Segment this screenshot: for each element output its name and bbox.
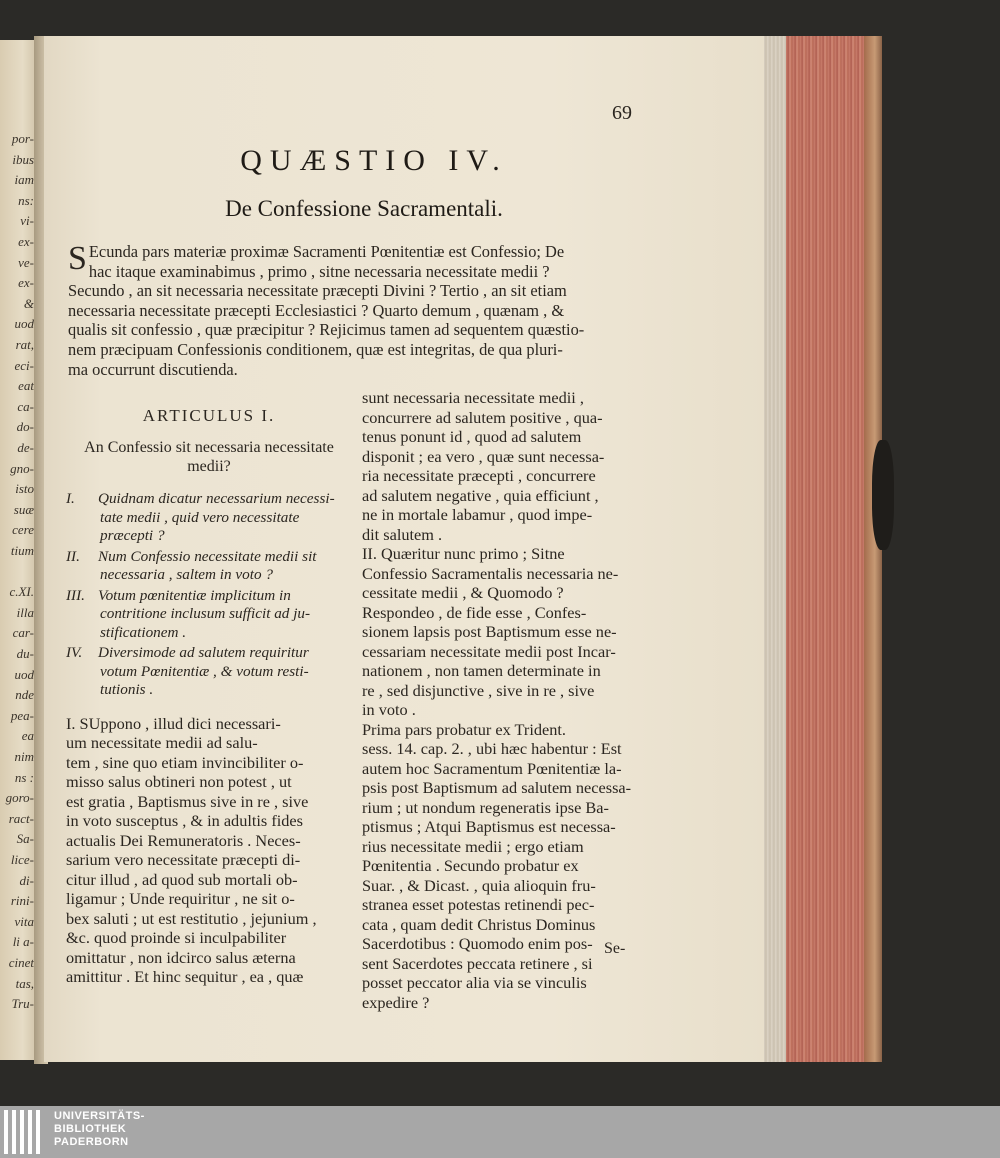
text-line: ptismus ; Atqui Baptismus est necessa- [362, 817, 616, 836]
facing-page-text: rini- [10, 893, 34, 909]
text-line: ligamur ; Unde requiritur , ne sit o- [66, 889, 295, 908]
text-line: citur illud , ad quod sub mortali ob- [66, 869, 298, 889]
facing-page-text: iam [14, 172, 34, 188]
facing-page-text: ca- [17, 398, 34, 414]
text-line: nationem , non tamen determinate in [362, 661, 601, 680]
text-line: disponit ; ea vero , quæ sunt necessa- [362, 446, 605, 466]
contents-line: Votum pœnitentiæ implicitum in [98, 586, 291, 604]
facing-page-text: vi- [20, 213, 34, 229]
facing-page-text: car- [12, 625, 34, 641]
article-question-line: An Confessio sit necessaria necessitate [84, 439, 334, 456]
intro-line: ma occurrunt discutienda. [68, 359, 238, 379]
facing-page-text: tium [10, 543, 34, 558]
facing-page-text: Tru- [11, 996, 34, 1012]
facing-page-text: uod [14, 316, 34, 332]
facing-page-text: cinet [8, 955, 34, 970]
drop-cap: S [68, 240, 87, 277]
contents-line: tutionis . [100, 681, 154, 698]
facing-page-text: de- [17, 440, 34, 455]
facing-page-text: Sa- [16, 831, 34, 847]
logo-line: PADERBORN [54, 1136, 129, 1148]
intro-line: hac itaque examinabimus , primo , sitne necessaria necessitate medii ? [88, 261, 550, 281]
text-line: expedire ? [362, 992, 430, 1012]
book-page [44, 36, 766, 1062]
text-line: cessitate medii , & Quomodo ? [362, 583, 564, 602]
contents-line: stificationem . [100, 623, 187, 641]
contents-line: Num Confessio necessitate medii sit [98, 547, 317, 565]
article-question-line: medii? [187, 458, 231, 475]
facing-page-text: eci- [14, 357, 34, 373]
text-line: stranea esset potestas retinendi pec- [362, 895, 595, 914]
text-line: cessariam necessitate medii post Incar- [362, 641, 616, 661]
article-contents [66, 490, 352, 700]
contents-line: Quidnam dicatur necessarium necessi- [98, 490, 335, 507]
text-line: um necessitate medii ad salu- [66, 733, 258, 752]
text-line: rium ; ut nondum regeneratis ipse Ba- [362, 797, 609, 817]
text-line: rius necessitate medii ; ergo etiam [362, 836, 584, 856]
contents-entry [66, 548, 352, 585]
facing-page-text: rat, [15, 337, 34, 352]
facing-page-text: isto [15, 481, 34, 497]
facing-page-text: & [23, 295, 34, 311]
contents-line: contritione inclusum sufficit ad ju- [100, 605, 311, 622]
intro-line: nem præcipuam Confessionis conditionem, quæ est integritas, de qua pluri- [68, 339, 563, 359]
text-line: Respondeo , de fide esse , Confes- [362, 602, 587, 622]
facing-page-text: gno- [10, 460, 34, 476]
facing-page-text: uod [14, 666, 34, 682]
facing-page-text: nim [14, 749, 34, 764]
text-line: Sacerdotibus : Quomodo enim pos- [362, 934, 593, 953]
contents-number: II. [66, 547, 80, 565]
text-line: Prima pars probatur ex Trident. [362, 719, 566, 739]
facing-page-text: ract- [8, 810, 34, 826]
text-line: I. SUppono , illud dici necessari- [66, 713, 281, 733]
text-line: dit salutem . [362, 524, 443, 544]
text-line: est gratia , Baptismus sive in re , sive [66, 791, 309, 811]
facing-page-text: ns: [18, 192, 34, 208]
text-line: in voto . [362, 700, 416, 719]
text-line: sunt necessaria necessitate medii , [362, 388, 584, 407]
text-line: sent Sacerdotes peccata retinere , si [362, 953, 593, 973]
library-logo-text [54, 1110, 145, 1149]
page-stain [872, 440, 894, 550]
facing-page-text: di- [19, 872, 34, 888]
logo-line: UNIVERSITÄTS- [54, 1110, 145, 1122]
facing-page-text: ibus [12, 151, 34, 167]
contents-line: votum Pœnitentiæ , & votum resti- [100, 662, 309, 680]
question-subtitle: De Confessione Sacramentali. [225, 196, 503, 221]
facing-page-fragment [0, 40, 38, 1060]
text-line: sess. 14. cap. 2. , ubi hæc habentur : Est [362, 739, 622, 758]
text-line: amittitur . Et hinc sequitur , ea , quæ [66, 967, 304, 986]
facing-page-text: du- [16, 646, 34, 661]
text-line: ria necessitate præcepti , concurrere [362, 466, 596, 485]
intro-paragraph [68, 242, 652, 379]
contents-entry [66, 644, 352, 700]
text-line: misso salus obtineri non potest , ut [66, 772, 292, 791]
facing-page-text: nde [15, 687, 34, 703]
text-line: bex saluti ; ut est restitutio , jejunium , [66, 908, 317, 928]
facing-page-text: ex- [18, 234, 34, 249]
text-line: II. Quæritur nunc primo ; Sitne [362, 544, 565, 563]
intro-line: Ecunda pars materiæ proximæ Sacramenti Pœnitentiæ est Confessio; De [88, 242, 565, 261]
text-line: autem hoc Sacramentum Pœnitentiæ la- [362, 758, 622, 778]
facing-page-text: tas, [15, 975, 34, 991]
text-line: posset peccator alia via se vinculis [362, 973, 587, 992]
intro-line: necessaria necessitate præcepti Ecclesiastici ? Quarto demum , quænam , & [68, 300, 565, 320]
facing-page-text: por- [11, 131, 34, 146]
footer-bar [0, 1106, 1000, 1158]
facing-page-text: vita [14, 913, 34, 929]
text-line: sarium vero necessitate præcepti di- [66, 850, 301, 869]
facing-page-text: lice- [10, 852, 34, 867]
text-line: re , sed disjunctive , sive in re , sive [362, 680, 595, 700]
contents-number: I. [66, 490, 75, 507]
contents-line: necessaria , saltem in voto ? [100, 566, 273, 583]
facing-page-text: do- [16, 419, 34, 435]
left-column [66, 406, 352, 987]
catchword: Se- [604, 940, 626, 957]
facing-page-text: goro- [5, 790, 34, 806]
contents-entry [66, 587, 352, 643]
facing-page-text: pea- [10, 707, 34, 723]
right-column [362, 388, 654, 1012]
page-block-edge [764, 36, 882, 1062]
facing-page-text: ns : [14, 769, 34, 785]
intro-line: Secundo , an sit necessaria necessitate præcepti Divini ? Tertio , an sit etiam [68, 281, 567, 301]
contents-line: Diversimode ad salutem requiritur [98, 644, 309, 661]
text-line: psis post Baptismum ad salutem necessa- [362, 778, 632, 797]
text-line: tenus ponunt id , quod ad salutem [362, 427, 582, 446]
page-number: 69 [612, 102, 632, 124]
facing-page-text: illa [16, 604, 34, 620]
text-line: &c. quod proinde si inculpabiliter [66, 928, 287, 947]
facing-page-text: li a- [12, 934, 34, 950]
contents-number: IV. [66, 644, 83, 661]
logo-line: BIBLIOTHEK [54, 1123, 127, 1135]
library-logo-icon [4, 1110, 48, 1154]
text-line: Suar. , & Dicast. , quia alioquin fru- [362, 875, 596, 895]
facing-page-text: cere [12, 522, 34, 538]
text-line: Confessio Sacramentalis necessaria ne- [362, 563, 619, 583]
text-line: concurrere ad salutem positive , qua- [362, 407, 603, 427]
facing-page-text: eat [18, 378, 34, 394]
text-line: in voto susceptus , & in adultis fides [66, 811, 303, 830]
contents-number: III. [66, 586, 85, 604]
question-title: QUÆSTIO IV. [240, 144, 508, 177]
text-line: tem , sine quo etiam invincibiliter o- [66, 752, 304, 772]
text-line: actualis Dei Remuneratoris . Neces- [66, 830, 301, 850]
text-line: cata , quam dedit Christus Dominus [362, 914, 596, 934]
contents-line: tate medii , quid vero necessitate [100, 508, 300, 526]
article-question [66, 438, 352, 476]
text-line: ne in mortale labamur , quod impe- [362, 505, 593, 524]
facing-page-text: ea [21, 728, 34, 744]
facing-page-text: suæ [13, 501, 34, 517]
article-title: ARTICULUS I. [142, 406, 276, 425]
left-body-text [66, 714, 352, 987]
text-line: Pœnitentia . Secundo probatur ex [362, 856, 579, 875]
facing-page-text: c.XI. [9, 584, 34, 600]
text-line: ad salutem negative , quia efficiunt , [362, 485, 599, 505]
contents-line: præcepti ? [100, 527, 165, 544]
intro-line: qualis sit confessio , quæ præcipitur ? Rejicimus tamen ad sequentem quæstio- [68, 320, 585, 340]
facing-page-text: ve- [18, 254, 34, 270]
contents-entry [66, 490, 352, 546]
facing-page-text: ex- [18, 275, 34, 291]
text-line: sionem lapsis post Baptismum esse ne- [362, 622, 617, 641]
text-line: omittatur , non idcirco salus æterna [66, 947, 296, 967]
